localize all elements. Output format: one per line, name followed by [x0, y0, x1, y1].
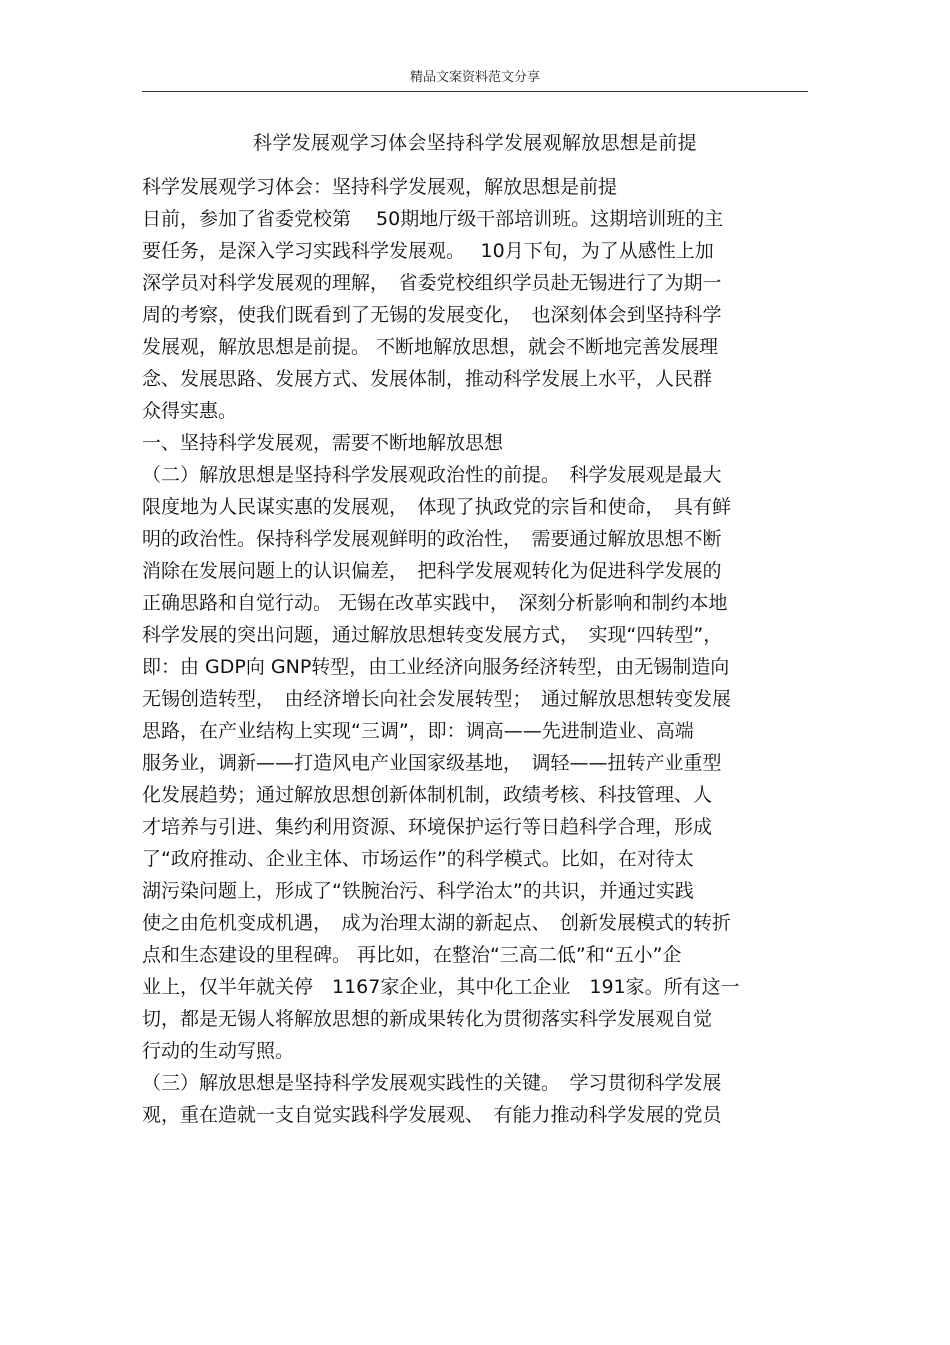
body-line: 要任务，是深入学习实践科学发展观。 10月下旬，为了从感性上加 [142, 240, 714, 262]
body-line: 即：由 GDP向 GNP转型，由工业经济向服务经济转型，由无锡制造向 [142, 656, 730, 678]
body-line: 切，都是无锡人将解放思想的新成果转化为贯彻落实科学发展观自觉 [142, 1008, 713, 1030]
body-line: 科学发展观学习体会：坚持科学发展观，解放思想是前提 [142, 176, 618, 198]
body-line: 行动的生动写照。 [142, 1040, 295, 1062]
body-line: 明的政治性。保持科学发展观鲜明的政治性， 需要通过解放思想不断 [142, 528, 722, 550]
body-line: 服务业，调新——打造风电产业国家级基地， 调轻——扭转产业重型 [142, 752, 722, 774]
body-line: 正确思路和自觉行动。 无锡在改革实践中， 深刻分析影响和制约本地 [142, 592, 728, 614]
document-title: 科学发展观学习体会坚持科学发展观解放思想是前提 [253, 132, 697, 154]
body-line: 才培养与引进、集约利用资源、环境保护运行等日趋科学合理，形成 [142, 816, 713, 838]
body-line: 点和生态建设的里程碑。 再比如，在整治“三高二低”和“五小”企 [142, 944, 682, 966]
document-body [142, 171, 812, 1131]
body-line: 限度地为人民谋实惠的发展观， 体现了执政党的宗旨和使命， 具有鲜 [142, 496, 732, 518]
body-line: 发展观，解放思想是前提。 不断地解放思想，就会不断地完善发展理 [142, 336, 719, 358]
header-divider [142, 91, 808, 92]
body-line: 消除在发展问题上的认识偏差， 把科学发展观转化为促进科学发展的 [142, 560, 722, 582]
body-line: 众得实惠。 [142, 400, 238, 422]
body-line: 化发展趋势；通过解放思想创新体制机制，政绩考核、科技管理、人 [142, 784, 713, 806]
body-line: 使之由危机变成机遇， 成为治理太湖的新起点、 创新发展模式的转折 [142, 912, 732, 934]
body-line: （三）解放思想是坚持科学发展观实践性的关键。 学习贯彻科学发展 [142, 1072, 722, 1094]
body-line: （二）解放思想是坚持科学发展观政治性的前提。 科学发展观是最大 [142, 464, 722, 486]
body-line: 湖污染问题上，形成了“铁腕治污、科学治太”的共识，并通过实践 [142, 880, 694, 902]
body-line: 观，重在造就一支自觉实践科学发展观、 有能力推动科学发展的党员 [142, 1104, 722, 1126]
body-line: 日前，参加了省委党校第 50期地厅级干部培训班。这期培训班的主 [142, 208, 724, 230]
body-line: 业上，仅半年就关停 1167家企业，其中化工企业 191家。所有这一 [142, 976, 740, 998]
page-header-text: 精品文案资料范文分享 [409, 70, 540, 85]
body-line: 无锡创造转型， 由经济增长向社会发展转型； 通过解放思想转变发展 [142, 688, 732, 710]
body-line: 科学发展的突出问题，通过解放思想转变发展方式， 实现“四转型”， [142, 624, 723, 646]
section-heading: 一、坚持科学发展观，需要不断地解放思想 [142, 432, 504, 454]
body-line: 深学员对科学发展观的理解， 省委党校组织学员赴无锡进行了为期一 [142, 272, 722, 294]
body-line: 了“政府推动、企业主体、市场运作”的科学模式。比如，在对待太 [142, 848, 694, 870]
body-line: 周的考察，使我们既看到了无锡的发展变化， 也深刻体会到坚持科学 [142, 304, 722, 326]
body-line: 思路，在产业结构上实现“三调”，即：调高——先进制造业、高端 [142, 720, 694, 742]
body-line: 念、发展思路、发展方式、发展体制，推动科学发展上水平，人民群 [142, 368, 713, 390]
